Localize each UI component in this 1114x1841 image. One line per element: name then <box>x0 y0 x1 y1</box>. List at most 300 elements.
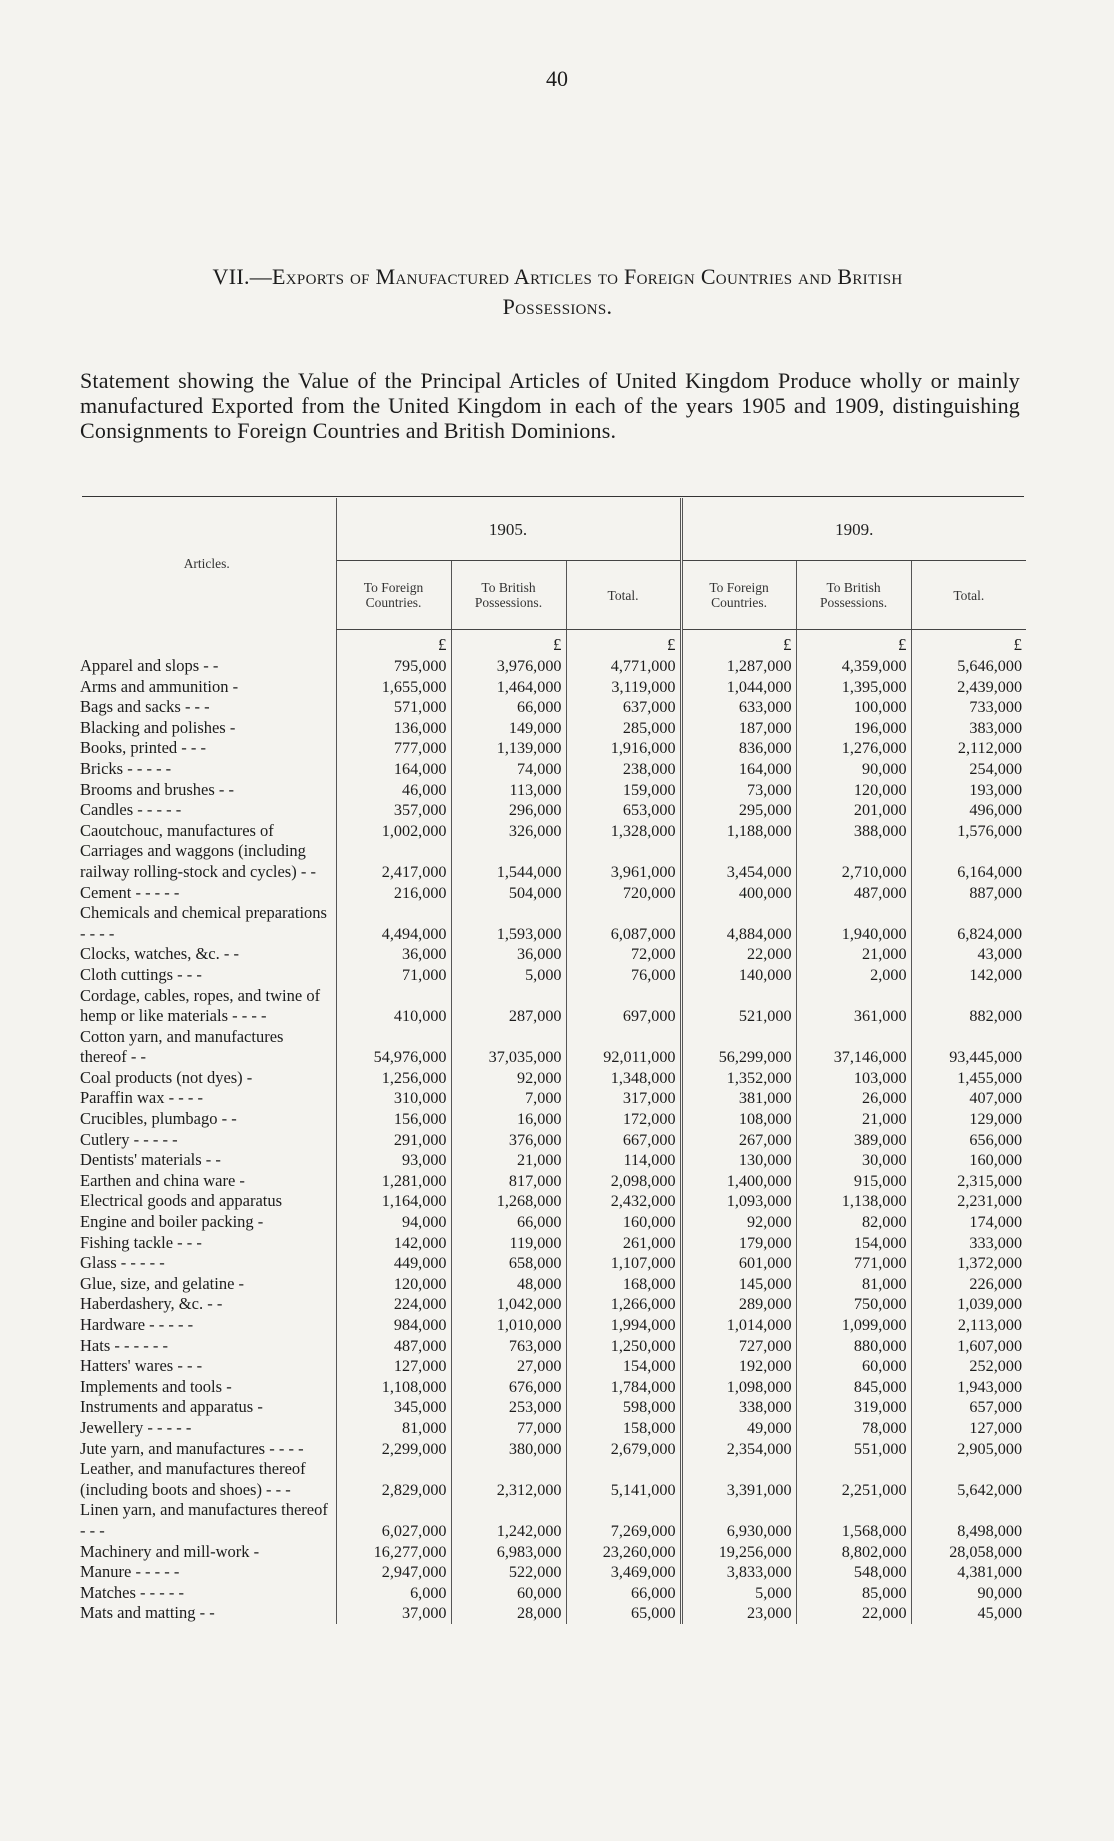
value-british-1909: 2,251,000 <box>796 1459 911 1500</box>
value-british-1905: 16,000 <box>451 1109 566 1130</box>
value-british-1905: 763,000 <box>451 1336 566 1357</box>
value-foreign-1905: 224,000 <box>336 1294 451 1315</box>
value-total-1909: 2,439,000 <box>911 677 1026 698</box>
table-row <box>78 944 1026 965</box>
value-british-1909: 30,000 <box>796 1150 911 1171</box>
value-total-1905: 172,000 <box>566 1109 681 1130</box>
table-row <box>78 1377 1026 1398</box>
article-name: Fishing tackle - - - <box>80 1232 202 1252</box>
value-total-1905: 317,000 <box>566 1088 681 1109</box>
value-british-1905: 1,242,000 <box>451 1500 566 1541</box>
table-row <box>78 1356 1026 1377</box>
value-british-1909: 22,000 <box>796 1603 911 1624</box>
value-british-1909: 21,000 <box>796 1109 911 1130</box>
value-foreign-1905: 2,299,000 <box>336 1439 451 1460</box>
value-foreign-1909: 836,000 <box>681 738 796 759</box>
value-total-1909: 6,164,000 <box>911 841 1026 882</box>
value-foreign-1909: 1,044,000 <box>681 677 796 698</box>
value-foreign-1909: 2,354,000 <box>681 1439 796 1460</box>
value-british-1909: 81,000 <box>796 1274 911 1295</box>
value-foreign-1909: 49,000 <box>681 1418 796 1439</box>
value-foreign-1905: 1,164,000 <box>336 1191 451 1212</box>
value-total-1909: 5,642,000 <box>911 1459 1026 1500</box>
value-total-1905: 1,107,000 <box>566 1253 681 1274</box>
section-title-line1: VII.—Exports of Manufactured Articles to Foreign Countries and British <box>212 264 903 289</box>
value-total-1905: 5,141,000 <box>566 1459 681 1500</box>
value-british-1905: 7,000 <box>451 1088 566 1109</box>
value-british-1909: 154,000 <box>796 1233 911 1254</box>
value-british-1909: 548,000 <box>796 1562 911 1583</box>
value-total-1905: 1,266,000 <box>566 1294 681 1315</box>
value-total-1909: 1,607,000 <box>911 1336 1026 1357</box>
value-foreign-1909: 5,000 <box>681 1583 796 1604</box>
value-total-1905: 697,000 <box>566 986 681 1027</box>
article-name: Bags and sacks - - - <box>80 697 210 717</box>
value-british-1909: 915,000 <box>796 1171 911 1192</box>
value-total-1909: 1,943,000 <box>911 1377 1026 1398</box>
value-foreign-1909: 192,000 <box>681 1356 796 1377</box>
value-british-1909: 103,000 <box>796 1068 911 1089</box>
value-foreign-1909: 1,400,000 <box>681 1171 796 1192</box>
value-foreign-1905: 777,000 <box>336 738 451 759</box>
value-total-1909: 45,000 <box>911 1603 1026 1624</box>
currency-symbol: £ <box>681 630 796 657</box>
value-total-1909: 733,000 <box>911 697 1026 718</box>
value-total-1905: 2,679,000 <box>566 1439 681 1460</box>
value-total-1905: 114,000 <box>566 1150 681 1171</box>
value-british-1905: 326,000 <box>451 821 566 842</box>
value-british-1909: 388,000 <box>796 821 911 842</box>
value-foreign-1909: 19,256,000 <box>681 1542 796 1563</box>
value-british-1905: 1,593,000 <box>451 903 566 944</box>
table-row <box>78 883 1026 904</box>
value-total-1909: 656,000 <box>911 1130 1026 1151</box>
article-name: Cordage, cables, ropes, and twine of hemp or like materials - - - - <box>80 985 321 1026</box>
value-british-1909: 880,000 <box>796 1336 911 1357</box>
value-british-1905: 37,035,000 <box>451 1027 566 1068</box>
value-british-1905: 74,000 <box>451 759 566 780</box>
value-total-1909: 2,112,000 <box>911 738 1026 759</box>
value-total-1905: 1,250,000 <box>566 1336 681 1357</box>
value-foreign-1909: 73,000 <box>681 780 796 801</box>
article-name: Clocks, watches, &c. - - <box>80 944 239 964</box>
value-total-1905: 653,000 <box>566 800 681 821</box>
value-foreign-1905: 6,000 <box>336 1583 451 1604</box>
col-foreign-1905: To Foreign Countries. <box>336 561 451 630</box>
value-total-1905: 1,916,000 <box>566 738 681 759</box>
value-foreign-1905: 4,494,000 <box>336 903 451 944</box>
value-total-1905: 65,000 <box>566 1603 681 1624</box>
value-british-1905: 376,000 <box>451 1130 566 1151</box>
table-row <box>78 1233 1026 1254</box>
article-name: Arms and ammunition - <box>80 676 239 696</box>
value-british-1905: 658,000 <box>451 1253 566 1274</box>
article-name: Cloth cuttings - - - <box>80 964 202 984</box>
table-row <box>78 1315 1026 1336</box>
value-foreign-1905: 449,000 <box>336 1253 451 1274</box>
value-british-1909: 37,146,000 <box>796 1027 911 1068</box>
value-foreign-1905: 36,000 <box>336 944 451 965</box>
value-foreign-1905: 487,000 <box>336 1336 451 1357</box>
value-british-1909: 1,138,000 <box>796 1191 911 1212</box>
value-total-1909: 8,498,000 <box>911 1500 1026 1541</box>
value-foreign-1909: 187,000 <box>681 718 796 739</box>
value-british-1905: 3,976,000 <box>451 656 566 677</box>
value-total-1905: 1,784,000 <box>566 1377 681 1398</box>
value-foreign-1905: 571,000 <box>336 697 451 718</box>
value-total-1905: 158,000 <box>566 1418 681 1439</box>
table-row <box>78 965 1026 986</box>
col-british-1909: To British Possessions. <box>796 561 911 630</box>
value-total-1909: 193,000 <box>911 780 1026 801</box>
value-foreign-1905: 291,000 <box>336 1130 451 1151</box>
value-british-1905: 28,000 <box>451 1603 566 1624</box>
value-total-1905: 159,000 <box>566 780 681 801</box>
value-british-1909: 2,710,000 <box>796 841 911 882</box>
article-name: Earthen and china ware - <box>80 1170 245 1190</box>
value-total-1905: 667,000 <box>566 1130 681 1151</box>
article-name: Dentists' materials - - <box>80 1150 221 1170</box>
article-name: Carriages and waggons (including railway rolling-stock and cycles) - - <box>80 841 316 881</box>
value-foreign-1905: 156,000 <box>336 1109 451 1130</box>
table-row <box>78 677 1026 698</box>
table-row <box>78 841 1026 882</box>
value-total-1905: 3,469,000 <box>566 1562 681 1583</box>
exports-table <box>78 498 1026 1624</box>
article-name: Caoutchouc, manufactures of <box>80 820 274 840</box>
value-foreign-1905: 81,000 <box>336 1418 451 1439</box>
value-total-1909: 254,000 <box>911 759 1026 780</box>
value-british-1909: 1,276,000 <box>796 738 911 759</box>
value-foreign-1909: 1,014,000 <box>681 1315 796 1336</box>
year-1905-header: 1905. <box>336 498 681 561</box>
article-name: Paraffin wax - - - - <box>80 1088 203 1108</box>
article-name: Jute yarn, and manufactures - - - - <box>80 1438 304 1458</box>
article-name: Books, printed - - - <box>80 738 207 758</box>
value-total-1909: 1,576,000 <box>911 821 1026 842</box>
value-foreign-1909: 381,000 <box>681 1088 796 1109</box>
value-foreign-1905: 46,000 <box>336 780 451 801</box>
value-british-1909: 319,000 <box>796 1397 911 1418</box>
value-foreign-1909: 601,000 <box>681 1253 796 1274</box>
currency-symbol: £ <box>336 630 451 657</box>
value-british-1905: 296,000 <box>451 800 566 821</box>
page-number: 40 <box>546 66 568 91</box>
value-british-1905: 676,000 <box>451 1377 566 1398</box>
table-row <box>78 780 1026 801</box>
value-british-1909: 1,568,000 <box>796 1500 911 1541</box>
value-british-1909: 1,099,000 <box>796 1315 911 1336</box>
value-foreign-1909: 338,000 <box>681 1397 796 1418</box>
table-row <box>78 800 1026 821</box>
value-total-1909: 6,824,000 <box>911 903 1026 944</box>
value-total-1905: 238,000 <box>566 759 681 780</box>
value-total-1909: 383,000 <box>911 718 1026 739</box>
value-total-1909: 174,000 <box>911 1212 1026 1233</box>
value-total-1905: 154,000 <box>566 1356 681 1377</box>
value-british-1909: 201,000 <box>796 800 911 821</box>
value-total-1905: 92,011,000 <box>566 1027 681 1068</box>
value-foreign-1909: 23,000 <box>681 1603 796 1624</box>
year-1909-header: 1909. <box>681 498 1026 561</box>
value-foreign-1905: 1,281,000 <box>336 1171 451 1192</box>
value-british-1905: 380,000 <box>451 1439 566 1460</box>
value-british-1909: 8,802,000 <box>796 1542 911 1563</box>
value-foreign-1909: 4,884,000 <box>681 903 796 944</box>
value-foreign-1905: 357,000 <box>336 800 451 821</box>
value-foreign-1905: 795,000 <box>336 656 451 677</box>
value-british-1905: 36,000 <box>451 944 566 965</box>
table-row <box>78 656 1026 677</box>
section-title-line2: Possessions. <box>502 294 613 319</box>
value-foreign-1905: 310,000 <box>336 1088 451 1109</box>
article-name: Haberdashery, &c. - - <box>80 1294 223 1314</box>
value-total-1909: 2,315,000 <box>911 1171 1026 1192</box>
article-name: Bricks - - - - - <box>80 758 172 778</box>
value-foreign-1909: 108,000 <box>681 1109 796 1130</box>
table-row <box>78 1336 1026 1357</box>
table-row <box>78 1459 1026 1500</box>
value-total-1905: 160,000 <box>566 1212 681 1233</box>
value-foreign-1905: 345,000 <box>336 1397 451 1418</box>
value-foreign-1905: 1,108,000 <box>336 1377 451 1398</box>
article-name: Cement - - - - - <box>80 882 180 902</box>
table-row <box>78 697 1026 718</box>
value-total-1905: 285,000 <box>566 718 681 739</box>
value-foreign-1905: 16,277,000 <box>336 1542 451 1563</box>
table-row <box>78 1583 1026 1604</box>
table-row <box>78 903 1026 944</box>
article-name: Manure - - - - - <box>80 1562 180 1582</box>
value-british-1905: 1,042,000 <box>451 1294 566 1315</box>
value-british-1909: 4,359,000 <box>796 656 911 677</box>
value-foreign-1909: 92,000 <box>681 1212 796 1233</box>
table-row <box>78 821 1026 842</box>
table-row <box>78 759 1026 780</box>
value-total-1909: 28,058,000 <box>911 1542 1026 1563</box>
value-foreign-1909: 140,000 <box>681 965 796 986</box>
col-total-1905: Total. <box>566 561 681 630</box>
value-foreign-1905: 136,000 <box>336 718 451 739</box>
value-foreign-1909: 1,093,000 <box>681 1191 796 1212</box>
value-british-1905: 119,000 <box>451 1233 566 1254</box>
article-name: Chemicals and chemical preparations - - - - <box>80 903 327 943</box>
table-row <box>78 1253 1026 1274</box>
value-british-1909: 90,000 <box>796 759 911 780</box>
value-total-1909: 1,372,000 <box>911 1253 1026 1274</box>
currency-row <box>78 630 1026 657</box>
value-foreign-1909: 179,000 <box>681 1233 796 1254</box>
article-name: Engine and boiler packing - <box>80 1212 264 1232</box>
value-foreign-1909: 1,188,000 <box>681 821 796 842</box>
currency-symbol: £ <box>911 630 1026 657</box>
value-foreign-1905: 216,000 <box>336 883 451 904</box>
article-name: Jewellery - - - - - <box>80 1417 192 1437</box>
value-total-1909: 5,646,000 <box>911 656 1026 677</box>
table-row <box>78 1500 1026 1541</box>
value-british-1905: 1,139,000 <box>451 738 566 759</box>
value-british-1905: 92,000 <box>451 1068 566 1089</box>
value-foreign-1905: 93,000 <box>336 1150 451 1171</box>
value-british-1905: 48,000 <box>451 1274 566 1295</box>
value-british-1905: 5,000 <box>451 965 566 986</box>
article-name: Crucibles, plumbago - - <box>80 1109 237 1129</box>
value-british-1909: 2,000 <box>796 965 911 986</box>
article-name: Mats and matting - - <box>80 1603 215 1623</box>
article-name: Matches - - - - - <box>80 1582 184 1602</box>
table-row <box>78 1294 1026 1315</box>
value-british-1905: 253,000 <box>451 1397 566 1418</box>
value-foreign-1909: 633,000 <box>681 697 796 718</box>
value-foreign-1905: 1,655,000 <box>336 677 451 698</box>
value-total-1905: 720,000 <box>566 883 681 904</box>
value-foreign-1909: 130,000 <box>681 1150 796 1171</box>
value-foreign-1909: 6,930,000 <box>681 1500 796 1541</box>
article-name: Implements and tools - <box>80 1376 232 1396</box>
value-british-1909: 551,000 <box>796 1439 911 1460</box>
value-foreign-1909: 164,000 <box>681 759 796 780</box>
col-foreign-1909: To Foreign Countries. <box>681 561 796 630</box>
value-british-1909: 196,000 <box>796 718 911 739</box>
value-foreign-1909: 145,000 <box>681 1274 796 1295</box>
value-total-1909: 2,231,000 <box>911 1191 1026 1212</box>
value-british-1905: 2,312,000 <box>451 1459 566 1500</box>
value-total-1909: 142,000 <box>911 965 1026 986</box>
value-foreign-1905: 410,000 <box>336 986 451 1027</box>
value-foreign-1905: 2,829,000 <box>336 1459 451 1500</box>
currency-symbol: £ <box>566 630 681 657</box>
table-row <box>78 718 1026 739</box>
value-foreign-1905: 984,000 <box>336 1315 451 1336</box>
value-total-1909: 129,000 <box>911 1109 1026 1130</box>
value-foreign-1905: 142,000 <box>336 1233 451 1254</box>
article-name: Hatters' wares - - - <box>80 1356 203 1376</box>
value-total-1905: 4,771,000 <box>566 656 681 677</box>
value-total-1909: 887,000 <box>911 883 1026 904</box>
article-name: Cutlery - - - - - <box>80 1129 178 1149</box>
article-name: Hats - - - - - - <box>80 1335 168 1355</box>
value-british-1909: 771,000 <box>796 1253 911 1274</box>
value-foreign-1905: 2,947,000 <box>336 1562 451 1583</box>
article-name: Instruments and apparatus - <box>80 1397 263 1417</box>
article-name: Hardware - - - - - <box>80 1315 194 1334</box>
value-foreign-1909: 3,833,000 <box>681 1562 796 1583</box>
value-foreign-1905: 2,417,000 <box>336 841 451 882</box>
table-row <box>78 1150 1026 1171</box>
value-british-1905: 149,000 <box>451 718 566 739</box>
value-foreign-1909: 521,000 <box>681 986 796 1027</box>
value-total-1905: 168,000 <box>566 1274 681 1295</box>
table-row <box>78 1542 1026 1563</box>
value-total-1905: 3,961,000 <box>566 841 681 882</box>
table-row <box>78 1274 1026 1295</box>
article-name: Linen yarn, and manufactures thereof - - - <box>80 1500 328 1540</box>
value-british-1905: 113,000 <box>451 780 566 801</box>
col-british-1905: To British Possessions. <box>451 561 566 630</box>
value-british-1905: 66,000 <box>451 697 566 718</box>
article-name: Leather, and manufactures thereof (including boots and shoes) - - - <box>80 1459 306 1499</box>
table-row <box>78 1191 1026 1212</box>
article-name: Brooms and brushes - - <box>80 779 234 799</box>
table-row <box>78 1088 1026 1109</box>
value-total-1905: 7,269,000 <box>566 1500 681 1541</box>
table-row <box>78 1109 1026 1130</box>
value-british-1905: 77,000 <box>451 1418 566 1439</box>
value-british-1905: 522,000 <box>451 1562 566 1583</box>
value-total-1909: 657,000 <box>911 1397 1026 1418</box>
value-foreign-1905: 6,027,000 <box>336 1500 451 1541</box>
currency-symbol: £ <box>451 630 566 657</box>
value-total-1909: 93,445,000 <box>911 1027 1026 1068</box>
value-british-1905: 6,983,000 <box>451 1542 566 1563</box>
article-name: Cotton yarn, and manufactures thereof - - <box>80 1026 284 1067</box>
value-british-1909: 100,000 <box>796 697 911 718</box>
article-name: Glue, size, and gelatine - <box>80 1273 245 1293</box>
value-british-1909: 1,395,000 <box>796 677 911 698</box>
value-foreign-1909: 400,000 <box>681 883 796 904</box>
value-british-1909: 389,000 <box>796 1130 911 1151</box>
value-foreign-1905: 54,976,000 <box>336 1027 451 1068</box>
value-british-1905: 66,000 <box>451 1212 566 1233</box>
value-british-1905: 1,010,000 <box>451 1315 566 1336</box>
article-name: Glass - - - - - <box>80 1253 165 1273</box>
article-name: Apparel and slops - - <box>80 656 219 675</box>
value-foreign-1909: 1,352,000 <box>681 1068 796 1089</box>
value-foreign-1909: 1,098,000 <box>681 1377 796 1398</box>
value-total-1909: 882,000 <box>911 986 1026 1027</box>
table-row <box>78 1397 1026 1418</box>
value-total-1905: 1,348,000 <box>566 1068 681 1089</box>
value-total-1909: 127,000 <box>911 1418 1026 1439</box>
value-british-1905: 504,000 <box>451 883 566 904</box>
article-name: Machinery and mill-work - <box>80 1541 260 1561</box>
value-foreign-1909: 727,000 <box>681 1336 796 1357</box>
articles-header: Articles. <box>183 556 230 572</box>
value-total-1909: 407,000 <box>911 1088 1026 1109</box>
value-total-1909: 160,000 <box>911 1150 1026 1171</box>
article-name: Blacking and polishes - <box>80 717 236 737</box>
value-foreign-1909: 267,000 <box>681 1130 796 1151</box>
value-british-1909: 82,000 <box>796 1212 911 1233</box>
value-british-1909: 750,000 <box>796 1294 911 1315</box>
value-foreign-1905: 94,000 <box>336 1212 451 1233</box>
article-name: Candles - - - - - <box>80 800 182 820</box>
value-foreign-1909: 22,000 <box>681 944 796 965</box>
value-total-1905: 1,994,000 <box>566 1315 681 1336</box>
col-total-1909: Total. <box>911 561 1026 630</box>
value-british-1909: 120,000 <box>796 780 911 801</box>
value-foreign-1905: 120,000 <box>336 1274 451 1295</box>
value-british-1905: 1,544,000 <box>451 841 566 882</box>
value-british-1905: 27,000 <box>451 1356 566 1377</box>
value-british-1909: 21,000 <box>796 944 911 965</box>
value-total-1909: 1,455,000 <box>911 1068 1026 1089</box>
value-total-1909: 333,000 <box>911 1233 1026 1254</box>
value-british-1909: 1,940,000 <box>796 903 911 944</box>
value-british-1909: 78,000 <box>796 1418 911 1439</box>
value-foreign-1905: 164,000 <box>336 759 451 780</box>
value-british-1905: 60,000 <box>451 1583 566 1604</box>
statement-paragraph: Statement showing the Value of the Principal Articles of United Kingdom Produce wholly or mainly manufactured Exported from the United Kingdom in each of the years 1905 and 1909, distinguishing Consignments to Foreign Countries and British Dominions. <box>80 368 1020 443</box>
article-name: Electrical goods and apparatus <box>80 1191 283 1211</box>
table-body <box>78 630 1026 1624</box>
table-row <box>78 1603 1026 1624</box>
value-total-1909: 90,000 <box>911 1583 1026 1604</box>
value-total-1909: 1,039,000 <box>911 1294 1026 1315</box>
value-foreign-1909: 1,287,000 <box>681 656 796 677</box>
value-total-1909: 252,000 <box>911 1356 1026 1377</box>
value-foreign-1909: 56,299,000 <box>681 1027 796 1068</box>
